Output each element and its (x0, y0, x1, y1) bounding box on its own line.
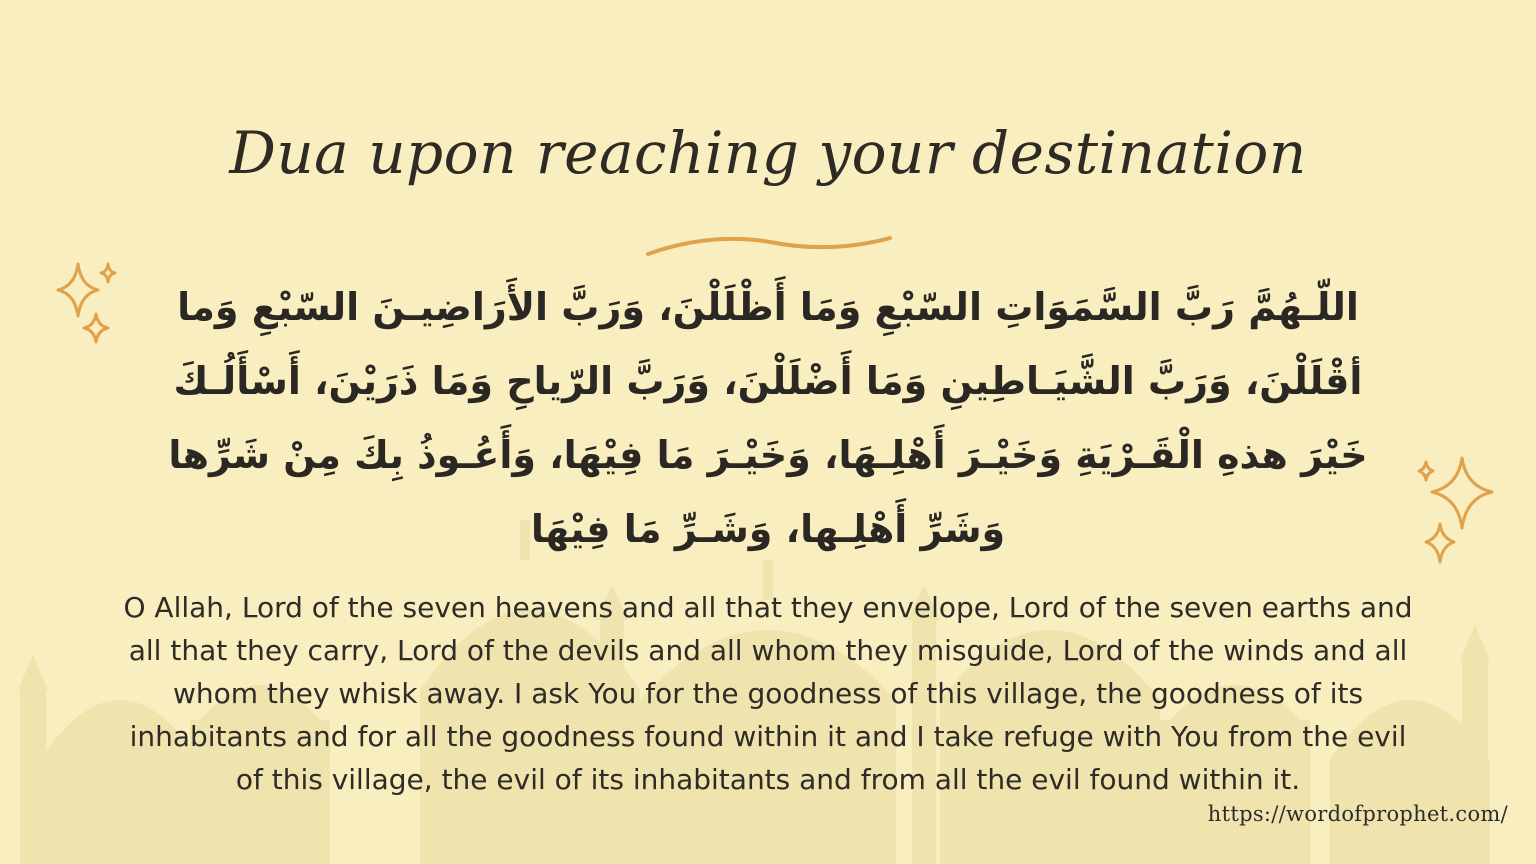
translation-line: of this village, the evil of its inhabitants and from all the evil found within it. (235, 763, 1301, 796)
translation-line: all that they carry, Lord of the devils and all whom they misguide, Lord of the winds and all (128, 634, 1408, 667)
sparkles-icon-right (1404, 452, 1504, 576)
source-url: https://wordofprophet.com/ (1207, 802, 1508, 826)
arabic-line: أقْلَلْنَ، وَرَبَّ الشَّيَـاطِينِ وَمَا أَضْلَلْنَ، وَرَبَّ الرّياحِ وَمَا ذَرَيْنَ، أَسْأَلُـكَ (173, 359, 1363, 403)
translation-line: whom they whisk away. I ask You for the goodness of this village, the goodness of its (172, 677, 1364, 710)
arabic-line: وَشَرِّ أَهْلِـها، وَشَـرِّ مَا فِيْهَا (530, 507, 1006, 551)
translation-line: O Allah, Lord of the seven heavens and all that they envelope, Lord of the seven earths and (123, 591, 1413, 624)
wavy-line-icon (640, 228, 896, 268)
english-translation (70, 586, 1466, 801)
page-title: Dua upon reaching your destination (229, 119, 1307, 187)
arabic-dua-text (120, 270, 1416, 566)
sparkles-icon-left (50, 258, 130, 358)
arabic-line: اللّـهُمَّ رَبَّ السَّمَوَاتِ السّبْعِ وَمَا أَظْلَلْنَ، وَرَبَّ الأَرَاضِيـنَ السّبْعِ وَما (177, 285, 1359, 329)
translation-line: inhabitants and for all the goodness found within it and I take refuge with You from the evil (129, 720, 1407, 753)
arabic-line: خَيْرَ هذهِ الْقَـرْيَةِ وَخَيْـرَ أَهْلِـهَا، وَخَيْـرَ مَا فِيْهَا، وَأَعُـوذُ بِكَ مِنْ شَرِّها (168, 433, 1368, 477)
